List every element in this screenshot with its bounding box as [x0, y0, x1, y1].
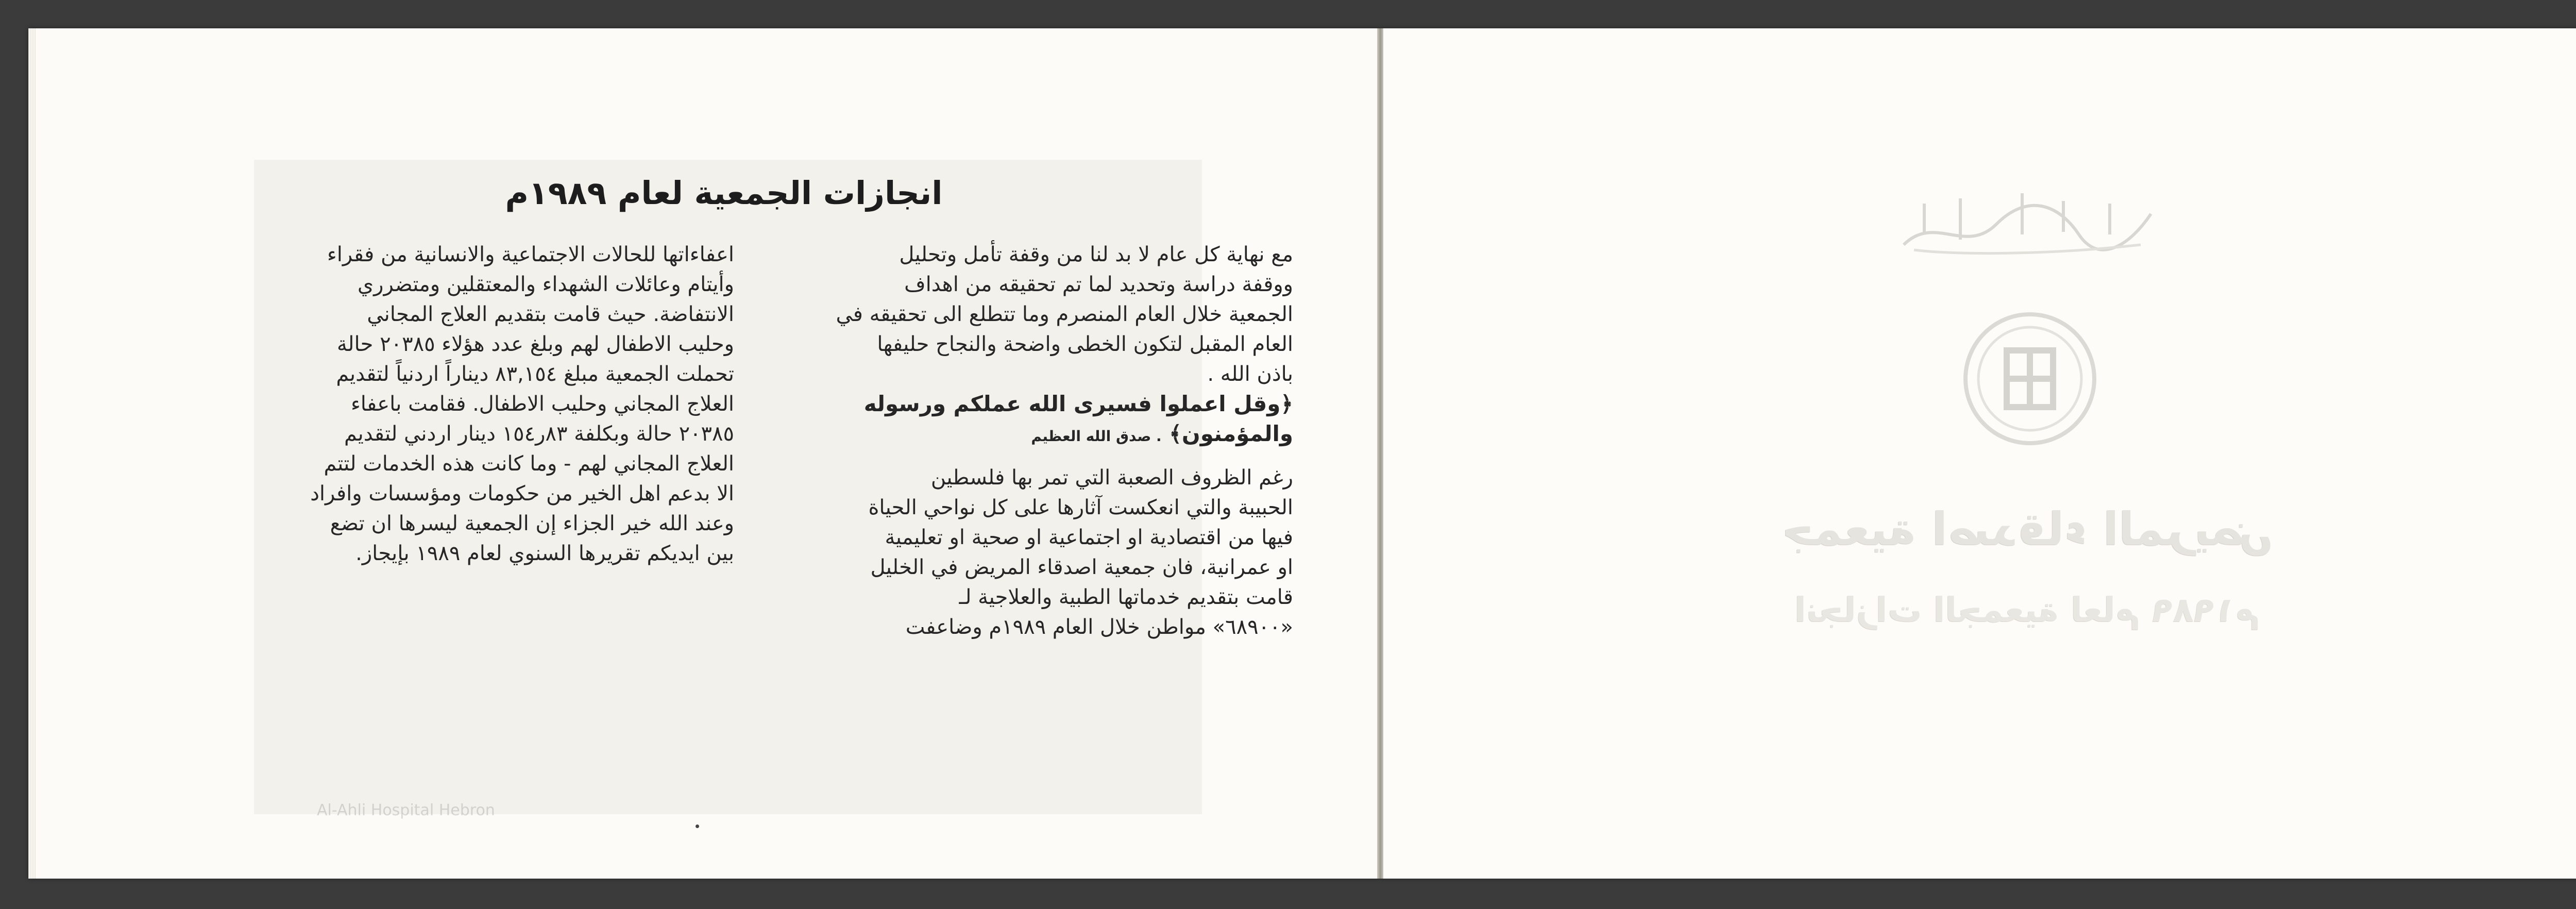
embossed-mirrored-subtitle: انجازات الجمعية لعام ١٩٨٩م [1794, 590, 2260, 630]
text-line: الجمعية خلال العام المنصرم وما تتطلع الى تحقيقه في [836, 302, 1293, 326]
quote-citation: . صدق الله العظيم [1031, 428, 1162, 445]
text-line: قامت بتقديم خدماتها الطبية والعلاجية لـ [959, 585, 1293, 609]
text-line: «٦٨٩٠٠» مواطن خلال العام ١٩٨٩م وضاعفت [905, 615, 1293, 639]
embossed-mirrored-title: جمعية اصدقاء المريض [1781, 502, 2274, 556]
embossed-emblem-icon [1958, 307, 2102, 451]
text-line: باذن الله . [1207, 362, 1293, 386]
booklet-spread [28, 28, 2576, 879]
right-page [1383, 28, 2576, 879]
quote-end-text: والمؤمنون﴾ [1169, 421, 1293, 446]
quran-quote-line: ﴿وقل اعملوا فسيرى الله عملكم ورسوله [863, 391, 1293, 416]
text-line: وعند الله خير الجزاء إن الجمعية ليسرها ان تضع [330, 512, 734, 535]
quran-quote-end [747, 419, 1293, 451]
embossed-calligraphy-logo [1893, 183, 2161, 260]
text-line: او عمرانية، فان جمعية اصدقاء المريض في الخليل [870, 556, 1293, 579]
text-line: اعفاءاتها للحالات الاجتماعية والانسانية من فقراء [327, 243, 734, 266]
text-line: العلاج المجاني لهم - وما كانت هذه الخدمات لتتم [324, 452, 734, 476]
text-line: ووقفة دراسة وتحديد لما تم تحقيقه من اهداف [904, 273, 1293, 296]
text-line: العلاج المجاني وحليب الاطفال. فقامت باعفاء [350, 392, 734, 416]
right-text-column [747, 240, 1293, 642]
faint-show-through-caption: Al-Ahli Hospital Hebron [317, 801, 495, 819]
text-line: مع نهاية كل عام لا بد لنا من وقفة تأمل وتحليل [899, 243, 1293, 266]
spacer [747, 451, 1293, 463]
text-line: الا بدعم اهل الخير من حكومات ومؤسسات وافراد [310, 482, 734, 506]
text-line: ٢٠٣٨٥ حالة وبكلفة ٨٣ر١٥٤ دينار اردني لتقديم [344, 422, 734, 446]
text-line: وحليب الاطفال لهم وبلغ عدد هؤلاء ٢٠٣٨٥ حالة [336, 332, 734, 356]
left-text-column [198, 240, 734, 568]
text-line: الحبيبة والتي انعكست آثارها على كل نواحي الحياة [868, 496, 1293, 519]
page-dot [696, 824, 699, 828]
text-line: تحملت الجمعية مبلغ ٨٣,١٥٤ ديناراً اردنياً لتقديم [336, 362, 734, 386]
text-line: بين ايديكم تقريرها السنوي لعام ١٩٨٩ بإيجاز. [355, 542, 734, 565]
text-line: رغم الظروف الصعبة التي تمر بها فلسطين [930, 466, 1293, 490]
text-line: فيها من اقتصادية او اجتماعية او صحية او تعليمية [885, 526, 1293, 549]
text-line: الانتفاضة. حيث قامت بتقديم العلاج المجاني [367, 302, 734, 326]
text-line: وأيتام وعائلات الشهداء والمعتقلين ومتضرري [357, 273, 734, 296]
left-page [28, 28, 1379, 879]
text-line: العام المقبل لتكون الخطى واضحة والنجاح حليفها [877, 332, 1293, 356]
page-heading: انجازات الجمعية لعام ١٩٨٩م [505, 174, 943, 212]
